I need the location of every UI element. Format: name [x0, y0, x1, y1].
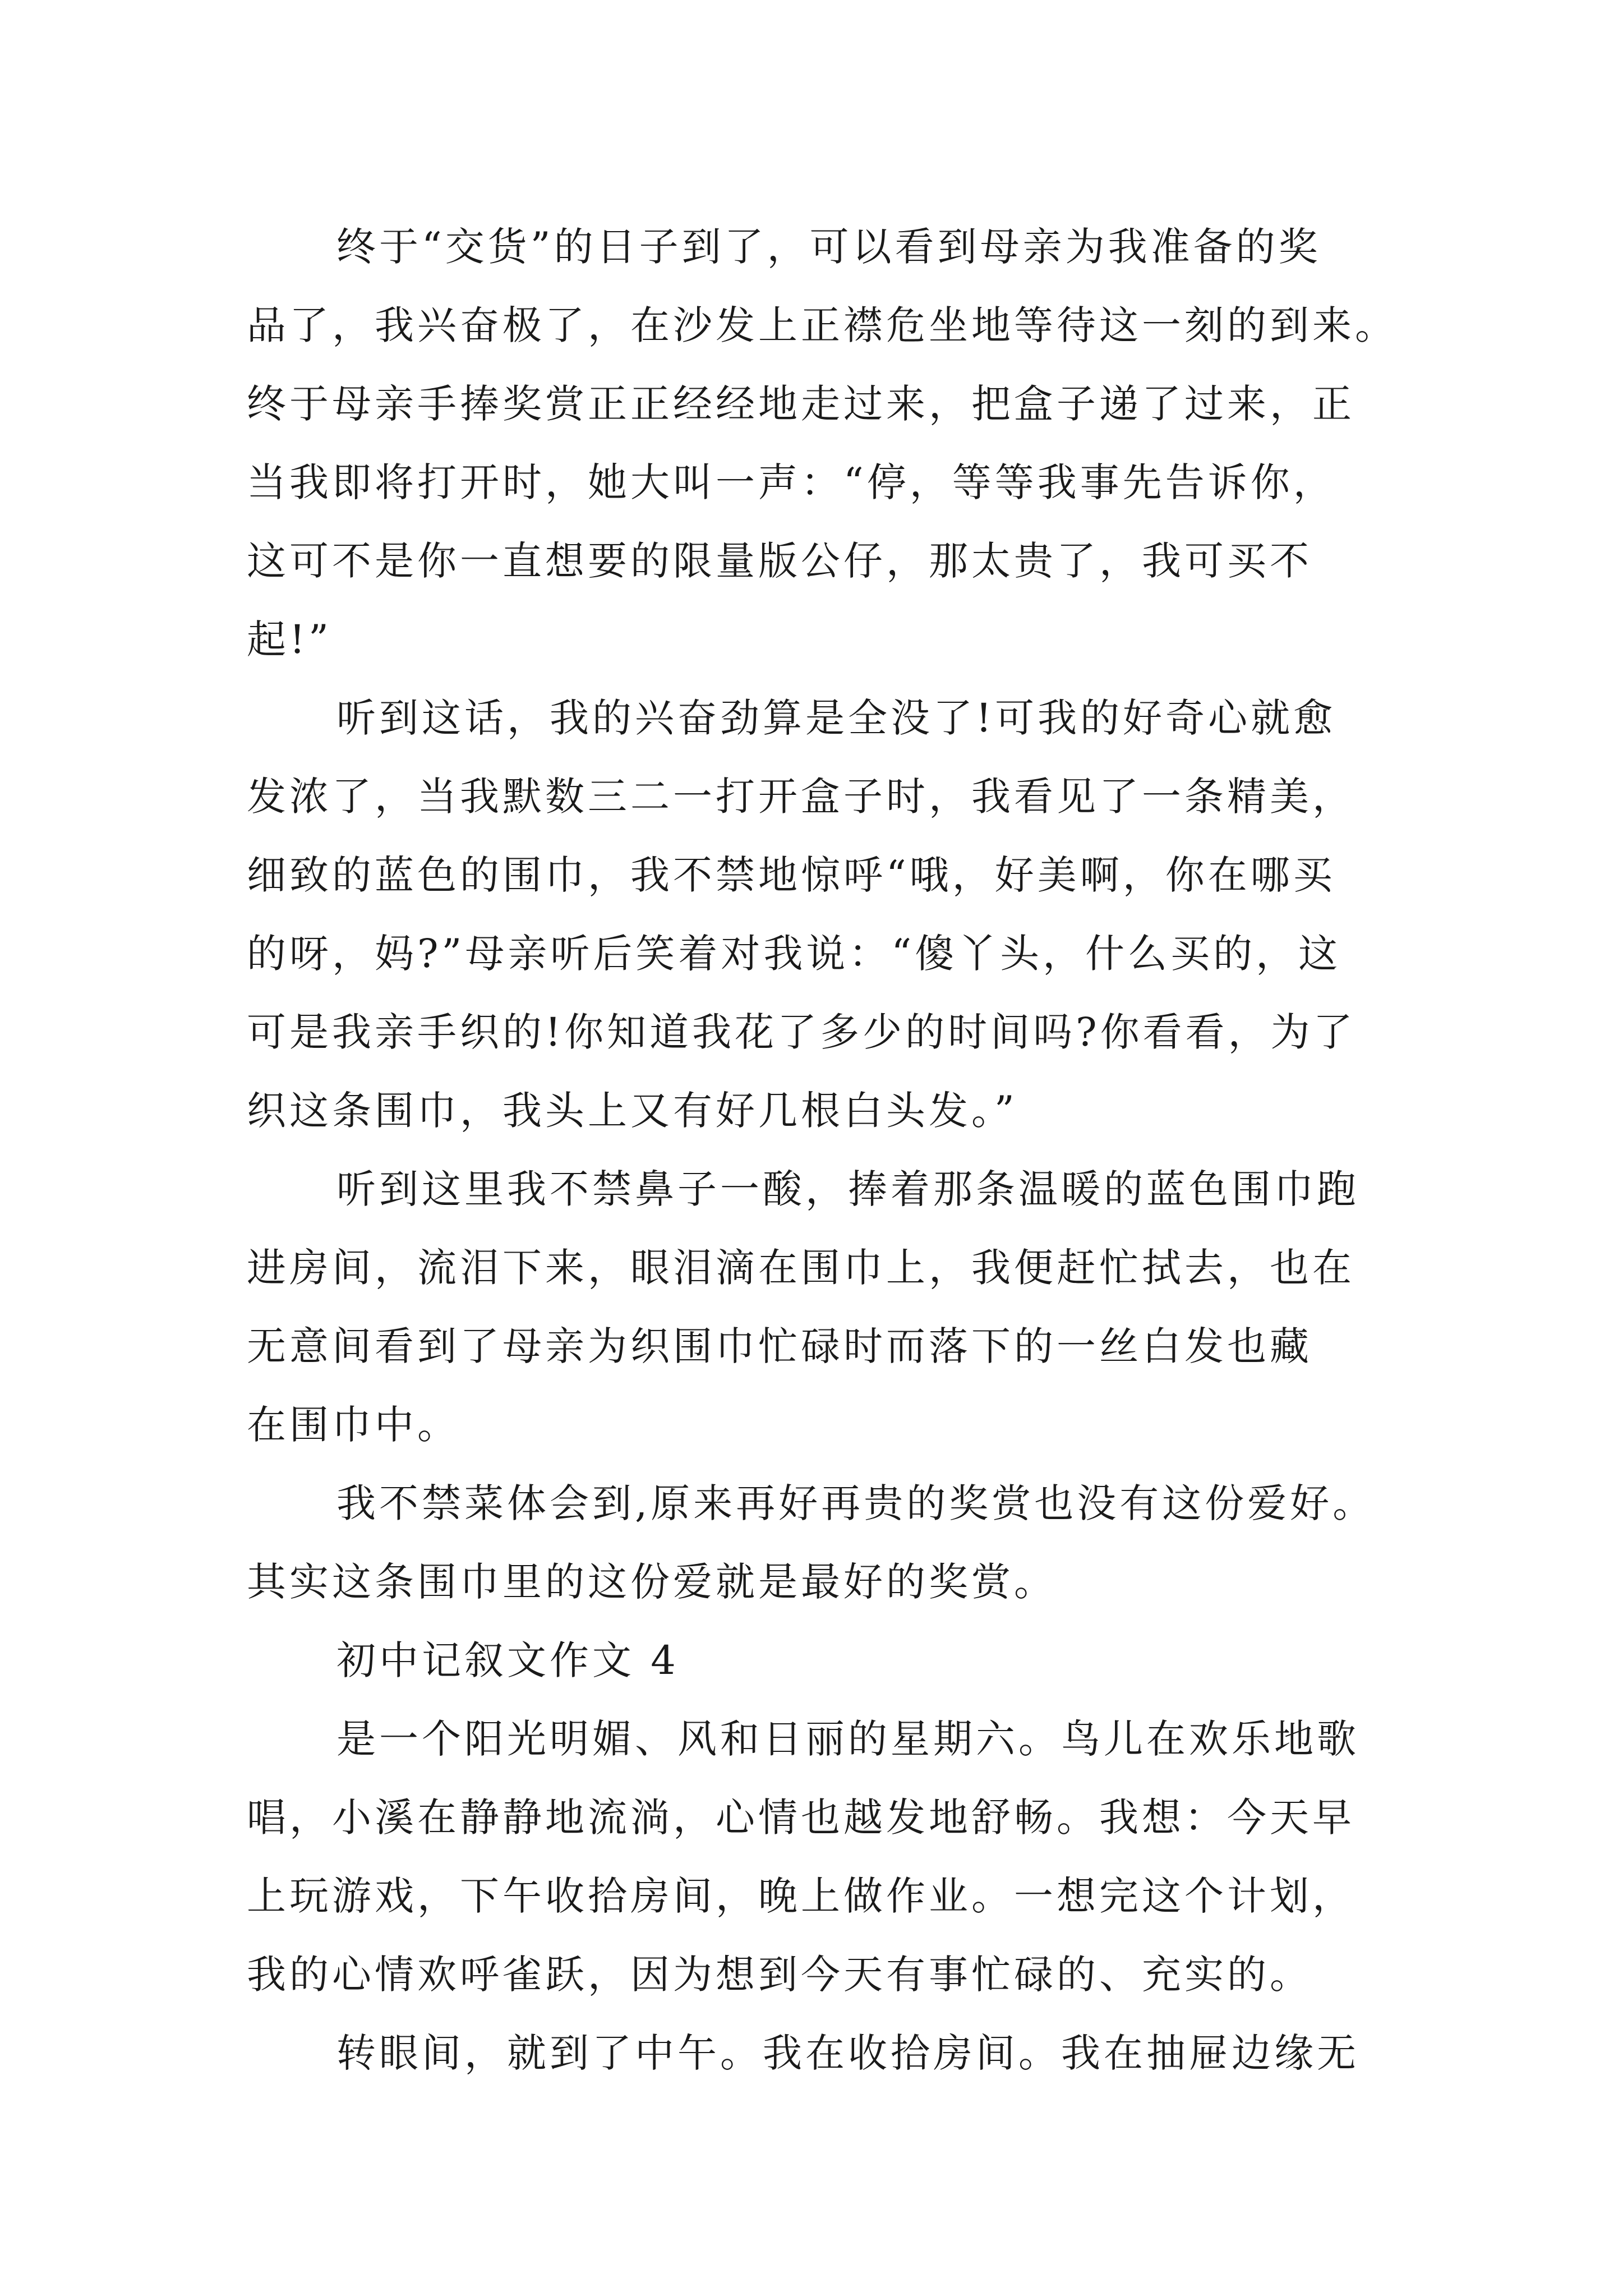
text-line: 唱，小溪在静静地流淌，心情也越发地舒畅。我想：今天早 [247, 1795, 1355, 1841]
text-line: 上玩游戏，下午收拾房间，晚上做作业。一想完这个计划， [247, 1873, 1355, 1919]
text-line: 听到这里我不禁鼻子一酸，捧着那条温暖的蓝色围巾跑 [336, 1166, 1359, 1212]
text-line: 细致的蓝色的围巾，我不禁地惊呼“哦，好美啊，你在哪买 [247, 852, 1336, 898]
text-line: 可是我亲手织的!你知道我花了多少的时间吗?你看看，为了 [247, 1009, 1356, 1055]
text-line: 是一个阳光明媚、风和日丽的星期六。鸟儿在欢乐地歌 [336, 1716, 1359, 1762]
text-line: 在围巾中。 [247, 1402, 460, 1448]
text-line: 其实这条围巾里的这份爱就是最好的奖赏。 [247, 1559, 1057, 1605]
text-line: 听到这话，我的兴奋劲算是全没了!可我的好奇心就愈 [336, 695, 1336, 741]
document-page [247, 208, 1398, 2092]
text-line: 初中记叙文作文 4 [336, 1637, 679, 1683]
text-line: 无意间看到了母亲为织围巾忙碌时而落下的一丝白发也藏 [247, 1323, 1312, 1369]
text-line: 起!” [247, 616, 332, 662]
text-line: 当我即将打开时，她大叫一声：“停，等等我事先告诉你， [247, 459, 1336, 505]
text-line: 终于母亲手捧奖赏正正经经地走过来，把盒子递了过来，正 [247, 381, 1355, 427]
text-line: 品了，我兴奋极了，在沙发上正襟危坐地等待这一刻的到来。 [247, 302, 1398, 348]
text-line: 终于“交货”的日子到了，可以看到母亲为我准备的奖 [336, 224, 1321, 270]
text-line: 织这条围巾，我头上又有好几根白头发。” [247, 1088, 1018, 1134]
text-line: 进房间，流泪下来，眼泪滴在围巾上，我便赶忙拭去，也在 [247, 1245, 1355, 1291]
text-line: 转眼间，就到了中午。我在收拾房间。我在抽屉边缘无 [336, 2030, 1359, 2076]
text-line: 这可不是你一直想要的限量版公仔，那太贵了，我可买不 [247, 538, 1312, 584]
text-line: 的呀，妈?”母亲听后笑着对我说：“傻丫头，什么买的，这 [247, 931, 1341, 977]
text-line: 我的心情欢呼雀跃，因为想到今天有事忙碌的、充实的。 [247, 1952, 1312, 1998]
text-line: 我不禁菜体会到,原来再好再贵的奖赏也没有这份爱好。 [336, 1480, 1376, 1526]
text-line: 发浓了，当我默数三二一打开盒子时，我看见了一条精美， [247, 774, 1355, 820]
